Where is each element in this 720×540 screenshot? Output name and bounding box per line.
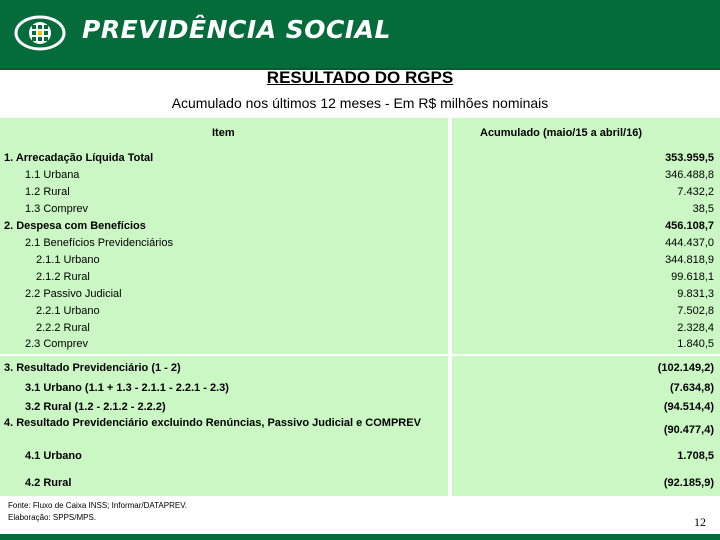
row-value: 7.432,2 — [677, 186, 714, 198]
page-title: RESULTADO DO RGPS — [266, 68, 454, 87]
row-value: 346.488,8 — [665, 169, 714, 181]
footer-notes — [8, 500, 187, 524]
page-number: 12 — [694, 515, 706, 529]
row-label: 4.2 Rural — [25, 477, 72, 489]
result-table — [0, 118, 720, 496]
row-value: 99.618,1 — [671, 271, 714, 283]
table-row — [0, 338, 720, 352]
row-value: 456.108,7 — [665, 220, 714, 232]
row-label: 2.3 Comprev — [25, 338, 88, 350]
section-divider — [0, 354, 720, 356]
row-label: 3. Resultado Previdenciário (1 - 2) — [4, 362, 181, 374]
header-bar — [0, 0, 720, 70]
row-value: (94.514,4) — [663, 401, 714, 413]
row-value: (7.634,8) — [669, 382, 714, 394]
row-value: (90.477,4) — [663, 424, 714, 436]
row-label: 1. Arrecadação Líquida Total — [4, 152, 154, 164]
row-label: 2. Despesa com Benefícios — [4, 220, 146, 232]
row-label: 2.2 Passivo Judicial — [25, 288, 122, 300]
row-label: 2.1.2 Rural — [36, 271, 90, 283]
row-label: 3.1 Urbano (1.1 + 1.3 - 2.1.1 - 2.2.1 - 2.3) — [25, 382, 229, 394]
row-value: 9.831,3 — [677, 288, 714, 300]
row-value: 344.818,9 — [665, 254, 714, 266]
row-label: 1.1 Urbana — [25, 169, 80, 181]
elaboration-note: Elaboração: SPPS/MPS. — [8, 513, 97, 522]
row-label: 3.2 Rural (1.2 - 2.1.2 - 2.2.2) — [25, 401, 166, 413]
row-label: 2.1.1 Urbano — [36, 254, 100, 266]
row-label: 1.2 Rural — [25, 186, 70, 198]
row-value: 353.959,5 — [665, 152, 714, 164]
column-divider — [448, 118, 452, 496]
row-value: (102.149,2) — [657, 362, 714, 374]
row-value: 2.328,4 — [677, 322, 714, 334]
row-label: 4. Resultado Previdenciário excluindo Renúncias, Passivo Judicial e COMPREV — [4, 417, 421, 429]
row-value: 38,5 — [692, 203, 714, 215]
row-label: 2.2.2 Rural — [36, 322, 90, 334]
row-label: 4.1 Urbano — [25, 450, 82, 462]
header-item: Item — [212, 127, 235, 139]
header-accumulated: Acumulado (maio/15 a abril/16) — [480, 127, 642, 139]
row-value: 7.502,8 — [677, 305, 714, 317]
row-value: 1.708,5 — [677, 450, 714, 462]
row-value: (92.185,9) — [663, 477, 714, 489]
row-label: 2.2.1 Urbano — [36, 305, 100, 317]
row-label: 1.3 Comprev — [25, 203, 88, 215]
page-subtitle: Acumulado nos últimos 12 meses - Em R$ milhões nominais — [171, 95, 549, 111]
row-value: 444.437,0 — [665, 237, 714, 249]
brand-title: PREVIDÊNCIA SOCIAL — [82, 15, 391, 44]
row-value: 1.840,5 — [677, 338, 714, 350]
previdencia-logo-icon — [12, 13, 72, 53]
bottom-bar — [0, 534, 720, 540]
row-label: 2.1 Benefícios Previdenciários — [25, 237, 173, 249]
source-note: Fonte: Fluxo de Caixa INSS; Informar/DATAPREV. — [8, 501, 188, 510]
